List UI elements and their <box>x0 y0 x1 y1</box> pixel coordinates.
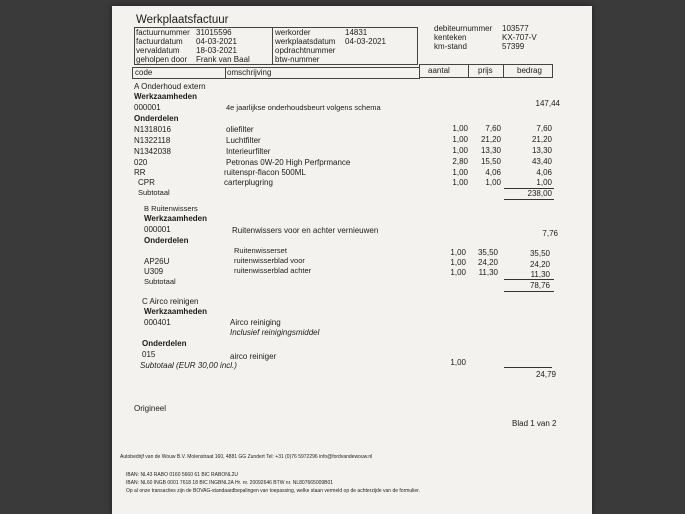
value-factuurnummer: 31015596 <box>196 28 232 37</box>
table-row-desc: ruitenwisserblad achter <box>234 266 312 275</box>
table-row-bedrag: 7,76 <box>542 229 558 238</box>
table-row-code: N1322118 <box>134 136 171 145</box>
label-kenteken: kenteken <box>434 33 467 42</box>
section-b-title: B Ruitenwissers <box>144 204 198 213</box>
section-a-subtotaal: 238,00 <box>527 189 552 198</box>
value-vervaldatum: 18-03-2021 <box>196 46 237 55</box>
table-row-bedrag: 7,60 <box>536 124 552 133</box>
table-row-desc: ruitenspr-flacon 500ML <box>224 168 306 177</box>
section-b-onderdelen-label: Onderdelen <box>144 236 189 245</box>
col-aantal: aantal <box>428 66 450 75</box>
col-bedrag: bedrag <box>517 66 542 75</box>
table-row-prijs: 7,60 <box>485 124 501 133</box>
section-c-subtotaal-label: Subtotaal (EUR 30,00 incl.) <box>140 361 237 370</box>
subtotal-rule <box>504 199 554 200</box>
section-c-onderdelen-label: Onderdelen <box>142 339 187 348</box>
value-werkplaatsdatum: 04-03-2021 <box>345 37 386 46</box>
section-a-subtotaal-label: Subtotaal <box>138 188 170 197</box>
table-row-desc: oliefilter <box>226 125 254 134</box>
section-b-subtotaal-label: Subtotaal <box>144 277 176 286</box>
table-row-desc: carterplugring <box>224 178 273 187</box>
footer-iban-2: IBAN: NL60 INGB 0001 7618 18 BIC INGBNL2A Hr. nr. 20092646 BTW nr. NL807665009B01 <box>126 480 334 486</box>
value-debiteurnummer: 103577 <box>502 24 529 33</box>
table-row-bedrag: 24,20 <box>529 260 550 269</box>
table-row-bedrag: 35,50 <box>529 249 550 258</box>
table-row-aantal: 1,00 <box>450 268 466 277</box>
table-row-code: 000401 <box>144 318 171 327</box>
table-row-desc: Ruitenwisserset <box>234 246 287 255</box>
table-row-desc: Petronas 0W-20 High Perfprmance <box>226 158 351 167</box>
value-geholpen-door: Frank van Baal <box>196 55 250 64</box>
section-b-subtotaal: 78,76 <box>529 281 550 290</box>
table-row-prijs: 11,30 <box>478 268 498 277</box>
table-row-aantal: 1,00 <box>452 178 468 187</box>
label-btw-nummer: btw-nummer <box>275 55 320 64</box>
col-code: code <box>135 68 153 77</box>
table-row-code: N1342038 <box>134 147 171 156</box>
document-title: Werkplaatsfactuur <box>136 14 229 26</box>
table-row-code: 000001 <box>144 225 171 234</box>
table-row-prijs: 35,50 <box>477 248 498 257</box>
table-row-bedrag: 43,40 <box>531 157 552 166</box>
section-c-subtotaal: 24,79 <box>535 370 556 379</box>
page-number: Blad 1 van 2 <box>512 419 557 428</box>
table-row-prijs: 13,30 <box>480 146 501 155</box>
footer-iban-1: IBAN: NL43 RABO 0160 5660 61 BIC RABONL2U <box>126 472 239 478</box>
table-row-aantal: 1,00 <box>452 135 468 144</box>
table-row-code: 000001 <box>134 103 161 112</box>
value-kenteken: KX-707-V <box>502 33 537 42</box>
section-a-onderdelen-label: Onderdelen <box>134 114 179 123</box>
section-b-werk-label: Werkzaamheden <box>144 214 207 223</box>
subtotal-rule <box>504 367 552 368</box>
table-row-aantal: 2,80 <box>452 157 468 166</box>
table-row-aantal: 1,00 <box>450 358 466 367</box>
table-row-desc: airco reiniger <box>230 352 277 361</box>
origineel-label: Origineel <box>134 404 167 413</box>
label-opdrachtnummer: opdrachtnummer <box>275 46 336 55</box>
table-row-bedrag: 13,30 <box>531 146 552 155</box>
table-row-aantal: 1,00 <box>452 168 468 177</box>
table-row-bedrag: 11,30 <box>530 270 550 279</box>
table-row-desc: Airco reiniging <box>230 318 281 327</box>
table-row-bedrag: 147,44 <box>535 99 560 108</box>
table-row-code: CPR <box>138 178 155 187</box>
label-geholpen-door: geholpen door <box>136 55 188 64</box>
table-row-aantal: 1,00 <box>450 258 466 267</box>
table-row-bedrag: 1,00 <box>536 178 552 187</box>
table-row-prijs: 1,00 <box>485 178 501 187</box>
table-row-prijs: 21,20 <box>480 135 501 144</box>
section-a-werk-label: Werkzaamheden <box>134 92 197 101</box>
value-factuurdatum: 04-03-2021 <box>196 37 237 46</box>
footer-address: Autobedrijf van de Wouw B.V. Molenstraat 160, 4881 GG Zundert Tel: +31 (0)76 5972296 info@fordvandewouw.nl <box>120 454 373 460</box>
subtotal-rule <box>504 279 554 280</box>
table-row-code: RR <box>134 168 146 177</box>
label-km-stand: km-stand <box>434 42 467 51</box>
label-factuurnummer: factuurnummer <box>136 28 190 37</box>
table-row-desc-note: Inclusief reinigingsmiddel <box>230 328 320 337</box>
col-omschrijving: omschrijving <box>227 68 272 77</box>
value-werkorder: 14831 <box>345 28 368 37</box>
label-werkorder: werkorder <box>275 28 311 37</box>
table-row-code: 015 <box>142 350 156 359</box>
value-km-stand: 57399 <box>502 42 525 51</box>
invoice-page <box>112 6 592 514</box>
table-row-prijs: 24,20 <box>477 258 498 267</box>
table-row-desc: Luchtfilter <box>226 136 261 145</box>
section-a-title: A Onderhoud extern <box>134 82 206 91</box>
table-row-code: N1318016 <box>134 125 171 134</box>
label-werkplaatsdatum: werkplaatsdatum <box>275 37 336 46</box>
table-row-bedrag: 4,06 <box>536 168 552 177</box>
table-row-desc: 4e jaarlijkse onderhoudsbeurt volgens schema <box>226 103 381 112</box>
label-vervaldatum: vervaldatum <box>136 46 180 55</box>
table-row-aantal: 1,00 <box>452 124 468 133</box>
table-row-aantal: 1,00 <box>452 146 468 155</box>
table-row-code: 020 <box>134 158 148 167</box>
label-debiteurnummer: debiteurnummer <box>434 24 493 33</box>
table-row-desc: Interieurfilter <box>226 147 271 156</box>
table-row-prijs: 15,50 <box>480 157 501 166</box>
table-row-desc: ruitenwisserblad voor <box>234 256 305 265</box>
table-row-bedrag: 21,20 <box>531 135 552 144</box>
table-row-desc: Ruitenwissers voor en achter vernieuwen <box>232 226 379 235</box>
label-factuurdatum: factuurdatum <box>136 37 183 46</box>
section-c-werk-label: Werkzaamheden <box>144 307 207 316</box>
table-row-code: AP26U <box>144 257 170 266</box>
table-row-prijs: 4,06 <box>485 168 501 177</box>
table-row-code: U309 <box>144 267 164 276</box>
col-prijs: prijs <box>478 66 493 75</box>
table-row-aantal: 1,00 <box>450 248 466 257</box>
footer-terms: Op al onze transacties zijn de BOVAG-standaardbepalingen van toepassing, welke staan vermeld op de achterzijde van de formulier. <box>126 488 420 494</box>
section-c-title: C Airco reinigen <box>142 297 199 306</box>
subtotal-rule <box>504 291 554 292</box>
